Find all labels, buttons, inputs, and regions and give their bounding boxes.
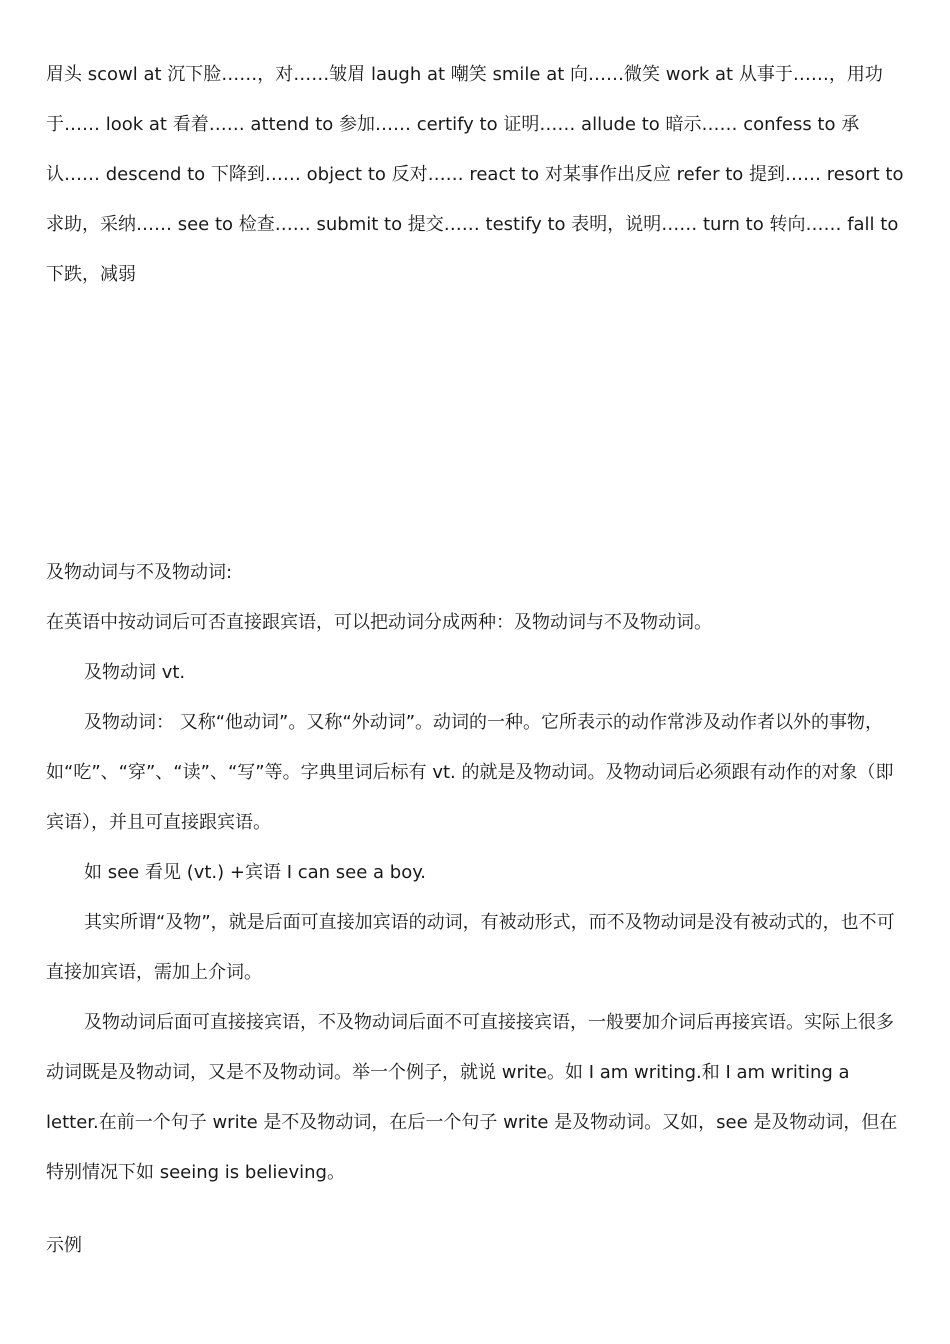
section-intro: 在英语中按动词后可否直接跟宾语，可以把动词分成两种：及物动词与不及物动词。: [46, 612, 712, 633]
explanation-paragraph: 其实所谓“及物”，就是后面可直接加宾语的动词，有被动形式，而不及物动词是没有被动式的，也不可直接加宾语，需加上介词。: [46, 912, 895, 983]
example-sentence-paragraph: 如 see 看见 (vt.) +宾语 I can see a boy.: [84, 862, 427, 883]
transitive-verbs-section: [46, 548, 906, 1198]
comparison-paragraph: 及物动词后面可直接接宾语，不及物动词后面不可直接接宾语，一般要加介词后再接宾语。实际上很多动词既是及物动词，又是不及物动词。举一个例子，就说 write。如 I am writing.和 I am writing a letter.在前一个句子 write 是不及物动词，在后一个句子 write 是及物动词。又如，see 是及物动词，但在特别情况下如 seeing is believing。: [46, 1012, 898, 1183]
example-heading: 示例: [46, 1235, 82, 1256]
section-subheading: 及物动词 vt.: [84, 662, 186, 683]
phrase-list-paragraph: 眉头 scowl at 沉下脸……，对……皱眉 laugh at 嘲笑 smile at 向……微笑 work at 从事于……，用功于…… look at 看着…… attend to 参加…… certify to 证明…… allude to 暗示…… confess to 承认…… descend to 下降到…… object to 反对…… react to 对某事作出反应 refer to 提到…… resort to 求助，采纳…… see to 检查…… submit to 提交…… testify to 表明，说明…… turn to 转向…… fall to 下跌，减弱: [46, 64, 904, 285]
definition-paragraph: 及物动词： 又称“他动词”。又称“外动词”。动词的一种。它所表示的动作常涉及动作者以外的事物，如“吃”、“穿”、“读”、“写”等。字典里词后标有 vt. 的就是及物动词。及物动词后必须跟有动作的对象（即宾语），并且可直接跟宾语。: [46, 712, 894, 833]
section-heading: 及物动词与不及物动词:: [46, 562, 233, 583]
